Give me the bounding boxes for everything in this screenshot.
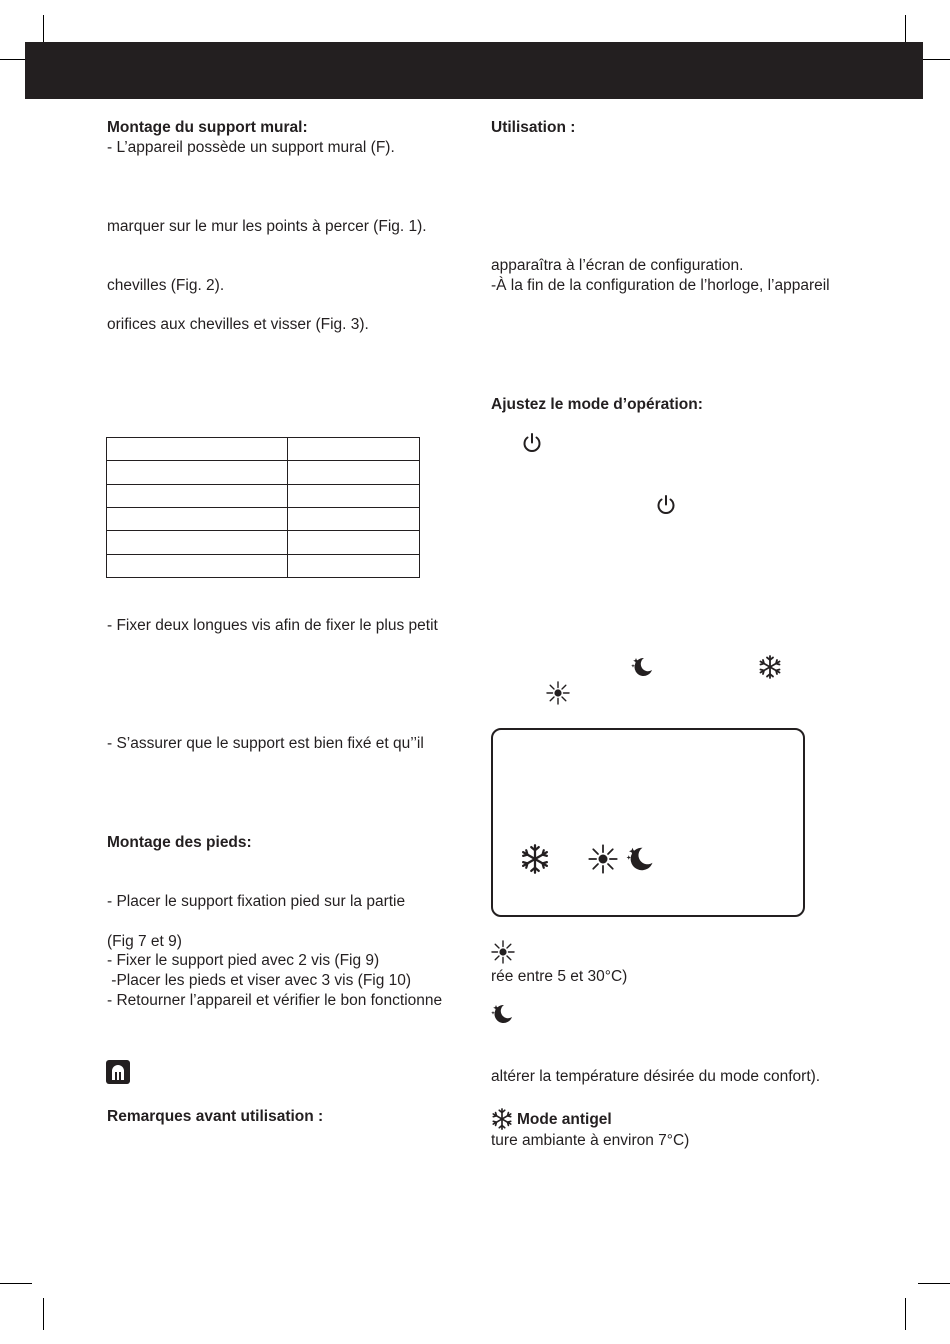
- table-cell: [107, 438, 288, 461]
- wall-mount-line: orifices aux chevilles et visser (Fig. 3).: [107, 316, 369, 333]
- snowflake-icon: [491, 1108, 513, 1130]
- wall-mount-line: chevilles (Fig. 2).: [107, 277, 225, 294]
- table-row: [107, 554, 420, 577]
- wall-mount-heading: Montage du support mural:: [107, 119, 308, 136]
- usage-line: -À la fin de la configuration de l’horloge, l’appareil: [491, 277, 830, 294]
- moon-icon: [490, 1003, 514, 1025]
- antifreeze-line: ture ambiante à environ 7°C): [491, 1132, 690, 1149]
- moon-icon: [625, 845, 655, 873]
- crop-mark: [918, 1283, 950, 1284]
- remarks-heading: Remarques avant utilisation :: [107, 1108, 324, 1125]
- snowflake-icon: [758, 655, 782, 679]
- antifreeze-heading: [491, 1108, 612, 1130]
- header-band: [25, 42, 923, 99]
- wall-mount-line: - L’appareil possède un support mural (F).: [107, 139, 395, 156]
- table-row: [107, 461, 420, 484]
- usage-heading: Utilisation :: [491, 119, 576, 136]
- sun-icon: [491, 940, 515, 964]
- wall-mount-line: marquer sur le mur les points à percer (Fig. 1).: [107, 218, 427, 235]
- table-cell: [288, 461, 420, 484]
- table-cell: [288, 484, 420, 507]
- table-cell: [288, 554, 420, 577]
- table-cell: [288, 531, 420, 554]
- table-cell: [288, 507, 420, 530]
- table-row: [107, 484, 420, 507]
- table-row: [107, 531, 420, 554]
- feet-line: (Fig 7 et 9): [107, 933, 182, 950]
- power-icon: [521, 432, 543, 454]
- table-cell: [107, 507, 288, 530]
- table-cell: [107, 461, 288, 484]
- sun-icon: [546, 681, 570, 705]
- table-cell: [107, 554, 288, 577]
- table-cell: [107, 531, 288, 554]
- plug-warning-icon: [106, 1060, 130, 1084]
- table-row: [107, 507, 420, 530]
- power-icon: [655, 494, 677, 516]
- spec-table: [106, 437, 420, 578]
- mode-adjust-heading: Ajustez le mode d’opération:: [491, 396, 703, 413]
- wall-mount-line: - S’assurer que le support est bien fixé et qu’’il: [107, 735, 424, 752]
- moon-icon: [630, 656, 654, 678]
- feet-line: - Placer le support fixation pied sur la partie: [107, 893, 406, 910]
- usage-line: apparaîtra à l’écran de configuration.: [491, 257, 744, 274]
- sun-icon: [588, 844, 618, 874]
- feet-line: - Retourner l’appareil et vérifier le bon fonctionne: [107, 992, 443, 1009]
- table-cell: [288, 438, 420, 461]
- eco-line: altérer la température désirée du mode confort).: [491, 1068, 821, 1085]
- table-cell: [107, 484, 288, 507]
- feet-line: - Fixer le support pied avec 2 vis (Fig 9): [107, 952, 380, 969]
- comfort-line: rée entre 5 et 30°C): [491, 968, 628, 985]
- display-panel: [491, 728, 805, 917]
- feet-heading: Montage des pieds:: [107, 834, 252, 851]
- crop-mark: [43, 1298, 44, 1330]
- wall-mount-line: - Fixer deux longues vis afin de fixer le plus petit: [107, 617, 438, 634]
- crop-mark: [0, 1283, 32, 1284]
- antifreeze-title: Mode antigel: [517, 1110, 612, 1128]
- feet-line: -Placer les pieds et viser avec 3 vis (Fig 10): [107, 972, 412, 989]
- snowflake-icon: [520, 844, 550, 874]
- crop-mark: [905, 1298, 906, 1330]
- table-row: [107, 438, 420, 461]
